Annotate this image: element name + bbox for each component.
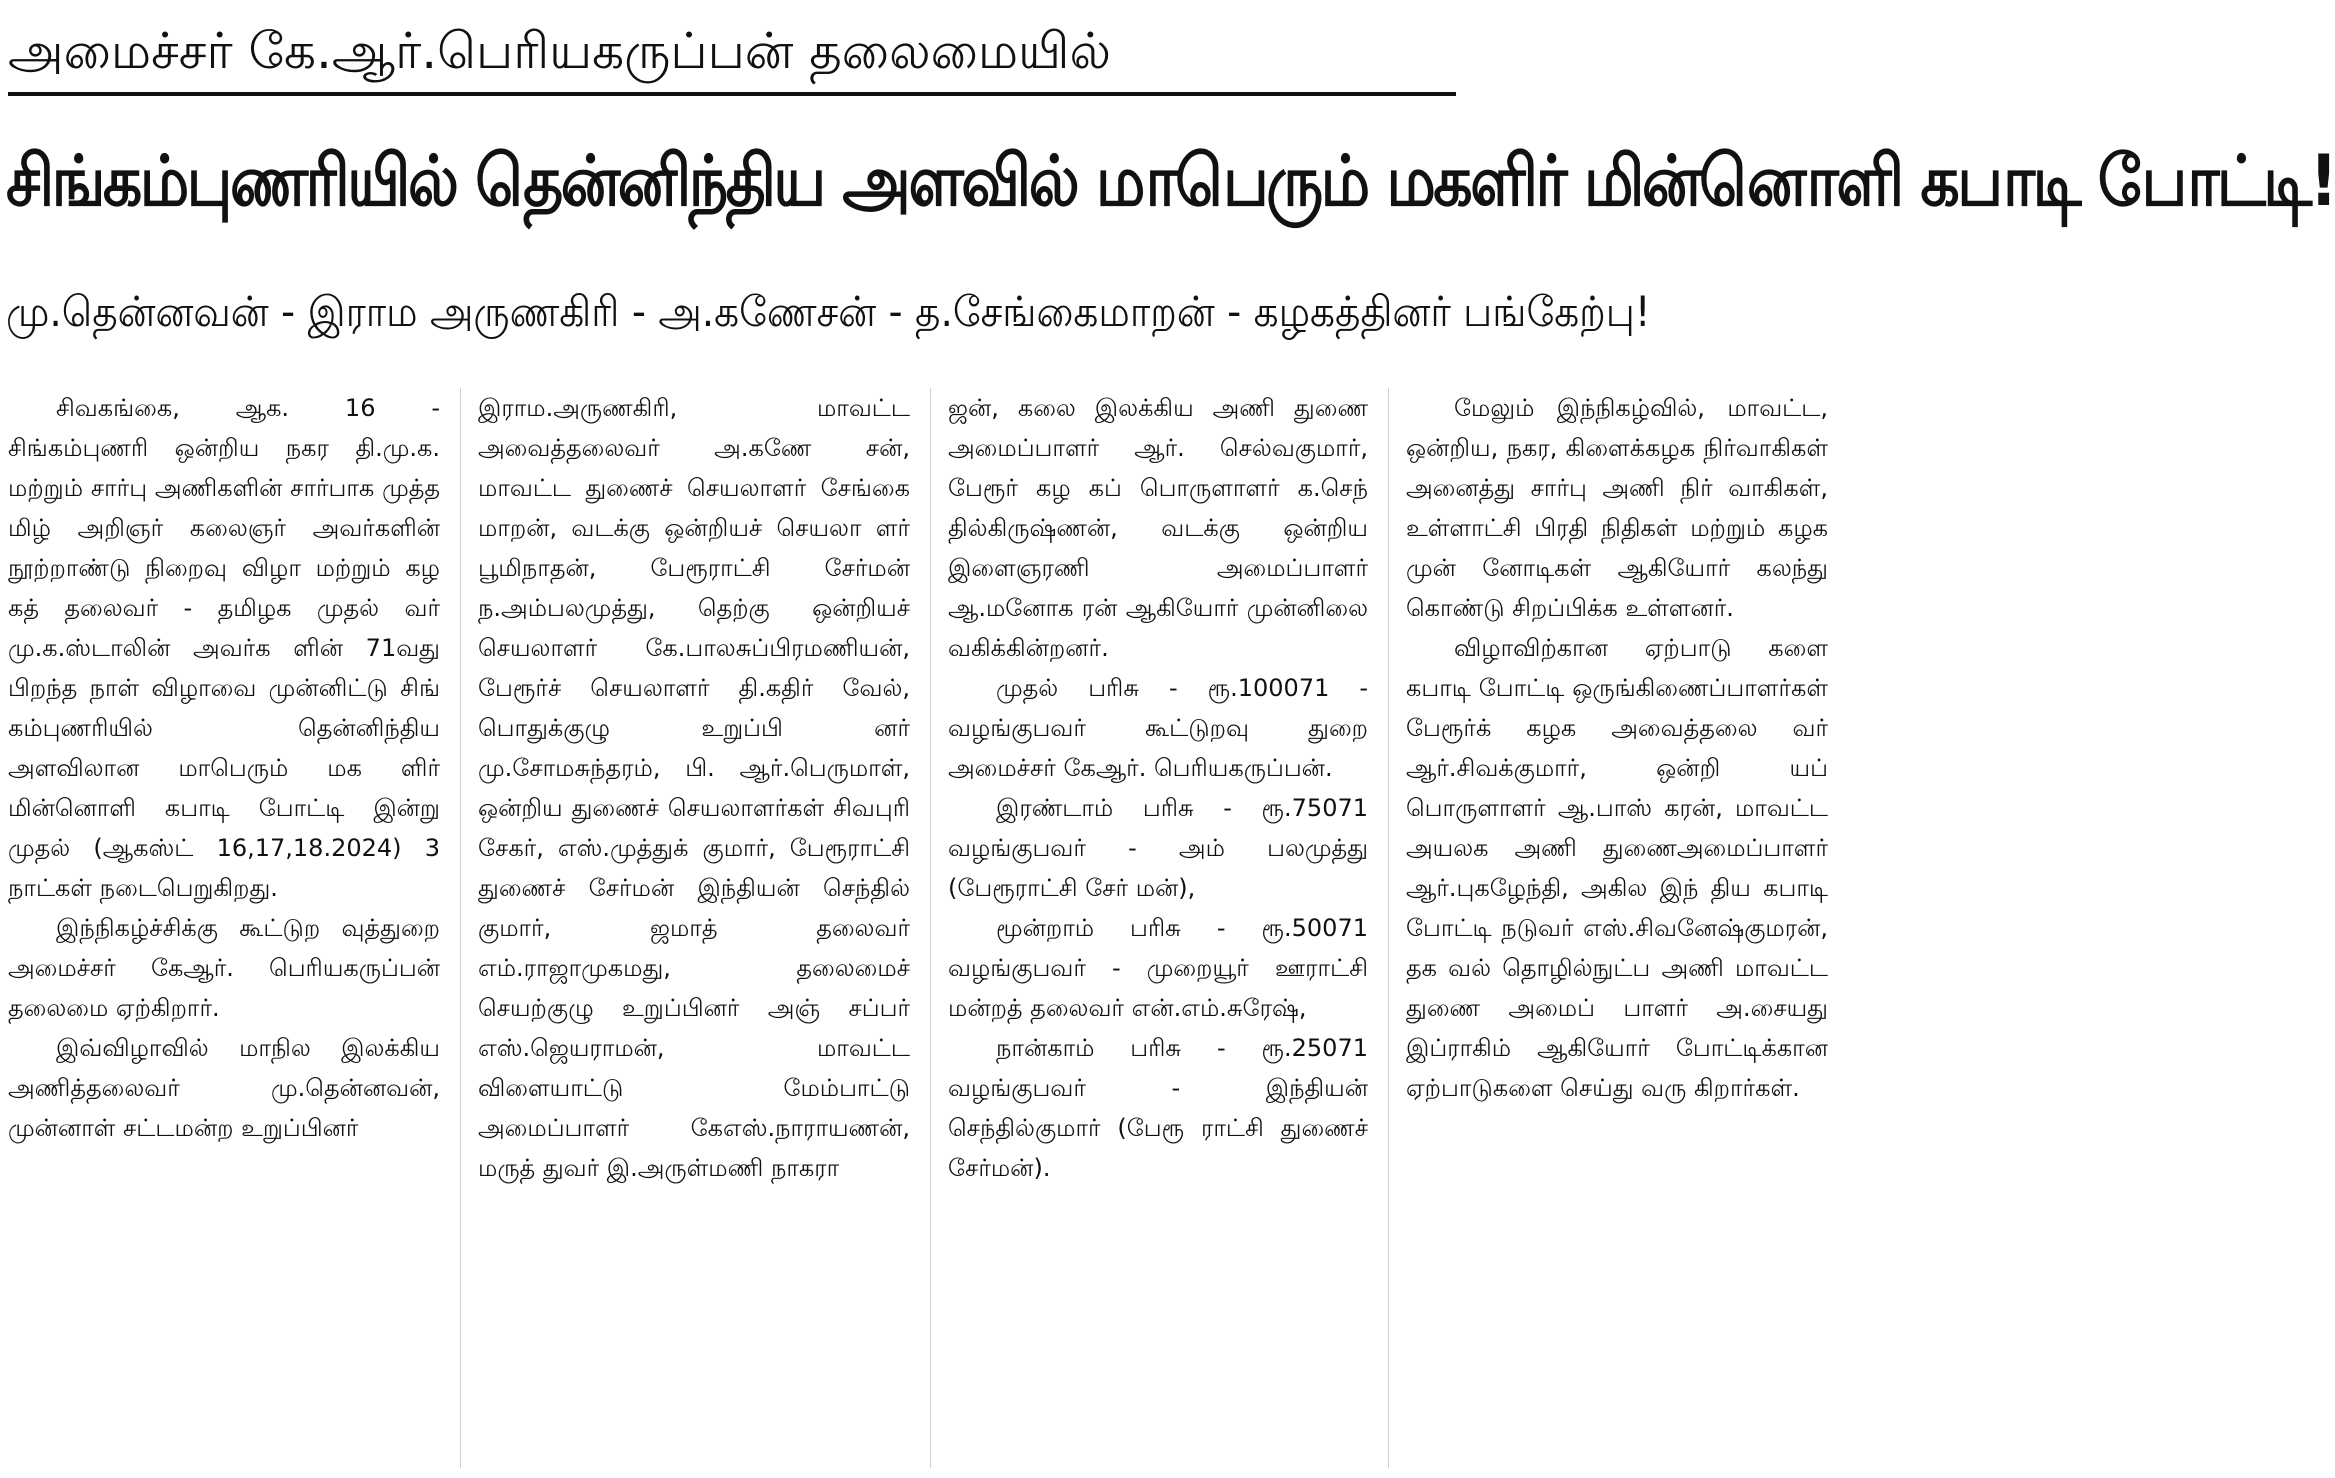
body-column-2 <box>478 388 910 1470</box>
body-paragraph: இந்நிகழ்ச்சிக்கு கூட்டுற வுத்துறை அமைச்சர் கேஆர். பெரியகருப்பன் தலைமை ஏற்கிறார். <box>8 914 440 1022</box>
body-column-4 <box>1406 388 1828 1470</box>
body-paragraph: விழாவிற்கான ஏற்பாடு களை கபாடி போட்டி ஒருங்கிணைப்பாளர்கள் பேரூர்க் கழக அவைத்தலை வர் ஆர்.சிவக்குமார், ஒன்றி யப் பொருளாளர் ஆ.பாஸ் கரன், மாவட்ட அயலக அணி துணைஅமைப்பாளர் ஆர்.புகழேந்தி, அகில இந் திய கபாடி போட்டி நடுவர் எஸ்.சிவனேஷ்குமரன், தக வல் தொழில்நுட்ப அணி மாவட்ட துணை அமைப் பாளர் அ.சையது இப்ராகிம் ஆகியோர் போட்டிக்கான ஏற்பாடுகளை செய்து வரு கிறார்கள். <box>1406 634 1828 1102</box>
prize-fourth: நான்காம் பரிசு - ரூ.25071 வழங்குபவர் - இந்தியன் செந்தில்குமார் (பேரூ ராட்சி துணைச் சேர்மன்). <box>948 1034 1368 1182</box>
body-column-1 <box>8 388 440 1470</box>
kicker-underline <box>8 92 1456 96</box>
article-body <box>0 388 1834 1470</box>
prize-third: மூன்றாம் பரிசு - ரூ.50071 வழங்குபவர் - முறையூர் ஊராட்சி மன்றத் தலைவர் என்.எம்.சுரேஷ், <box>948 914 1368 1022</box>
body-column-3 <box>948 388 1368 1470</box>
article-headline: சிங்கம்புணரியில் தென்னிந்திய அளவில் மாபெரும் மகளிர் மின்னொளி கபாடி போட்டி! <box>6 140 2335 222</box>
body-paragraph: இராம.அருணகிரி, மாவட்ட அவைத்தலைவர் அ.கணே சன், மாவட்ட துணைச் செயலாளர் சேங்கை மாறன், வடக்கு ஒன்றியச் செயலா ளர் பூமிநாதன், பேரூராட்சி சேர்மன் ந.அம்பலமுத்து, தெற்கு ஒன்றியச் செயலாளர் கே.பாலசுப்பிரமணியன், பேரூர்ச் செயலாளர் தி.கதிர் வேல், பொதுக்குழு உறுப்பி னர் மு.சோமசுந்தரம், பி. ஆர்.பெருமாள், ஒன்றிய துணைச் செயலாளர்கள் சிவபுரி சேகர், எஸ்.முத்துக் குமார், பேரூராட்சி துணைச் சேர்மன் இந்தியன் செந்தில் குமார், ஜமாத் தலைவர் எம்.ராஜாமுகமது, தலைமைச் செயற்குழு உறுப்பினர் அஞ் சப்பர் எஸ்.ஜெயராமன், மாவட்ட விளையாட்டு மேம்பாட்டு அமைப்பாளர் கேஎஸ்.நாராயணன், மருத் துவர் இ.அருள்மணி நாகரா <box>478 394 910 1182</box>
prize-first: முதல் பரிசு - ரூ.100071 - வழங்குபவர் கூட்டுறவு துறை அமைச்சர் கேஆர். பெரியகருப்பன். <box>948 674 1368 782</box>
body-paragraph: மேலும் இந்நிகழ்வில், மாவட்ட, ஒன்றிய, நகர, கிளைக்கழக நிர்வாகிகள் அனைத்து சார்பு அணி நிர் வாகிகள், உள்ளாட்சி பிரதி நிதிகள் மற்றும் கழக முன் னோடிகள் ஆகியோர் கலந்து கொண்டு சிறப்பிக்க உள்ளனர். <box>1406 394 1828 622</box>
body-paragraph: சிவகங்கை, ஆக. 16 - சிங்கம்புணரி ஒன்றிய நகர தி.மு.க. மற்றும் சார்பு அணிகளின் சார்பாக முத்த மிழ் அறிஞர் கலைஞர் அவர்களின் நூற்றாண்டு நிறைவு விழா மற்றும் கழ கத் தலைவர் - தமிழக முதல் வர் மு.க.ஸ்டாலின் அவர்க ளின் 71வது பிறந்த நாள் விழாவை முன்னிட்டு சிங் கம்புணரியில் தென்னிந்திய அளவிலான மாபெரும் மக ளிர் மின்னொளி கபாடி போட்டி இன்று முதல் (ஆகஸ்ட் 16,17,18.2024) 3 நாட்கள் நடைபெறுகிறது. <box>8 394 440 902</box>
body-paragraph: இவ்விழாவில் மாநில இலக்கிய அணித்தலைவர் மு.தென்னவன், முன்னாள் சட்டமன்ற உறுப்பினர் <box>8 1034 440 1142</box>
article-kicker: அமைச்சர் கே.ஆர்.பெரியகருப்பன் தலைமையில் <box>8 22 1111 80</box>
body-paragraph: ஜன், கலை இலக்கிய அணி துணை அமைப்பாளர் ஆர். செல்வகுமார், பேரூர் கழ கப் பொருளாளர் க.செந் தில்கிருஷ்ணன், வடக்கு ஒன்றிய இளைஞரணி அமைப்பாளர் ஆ.மனோக ரன் ஆகியோர் முன்னிலை வகிக்கின்றனர். <box>948 394 1368 662</box>
prize-second: இரண்டாம் பரிசு - ரூ.75071 வழங்குபவர் - அம் பலமுத்து (பேரூராட்சி சேர் மன்), <box>948 794 1368 902</box>
article-subheadline: மு.தென்னவன் - இராம அருணகிரி - அ.கணேசன் - த.சேங்கைமாறன் - கழகத்தினர் பங்கேற்பு! <box>6 287 1651 336</box>
